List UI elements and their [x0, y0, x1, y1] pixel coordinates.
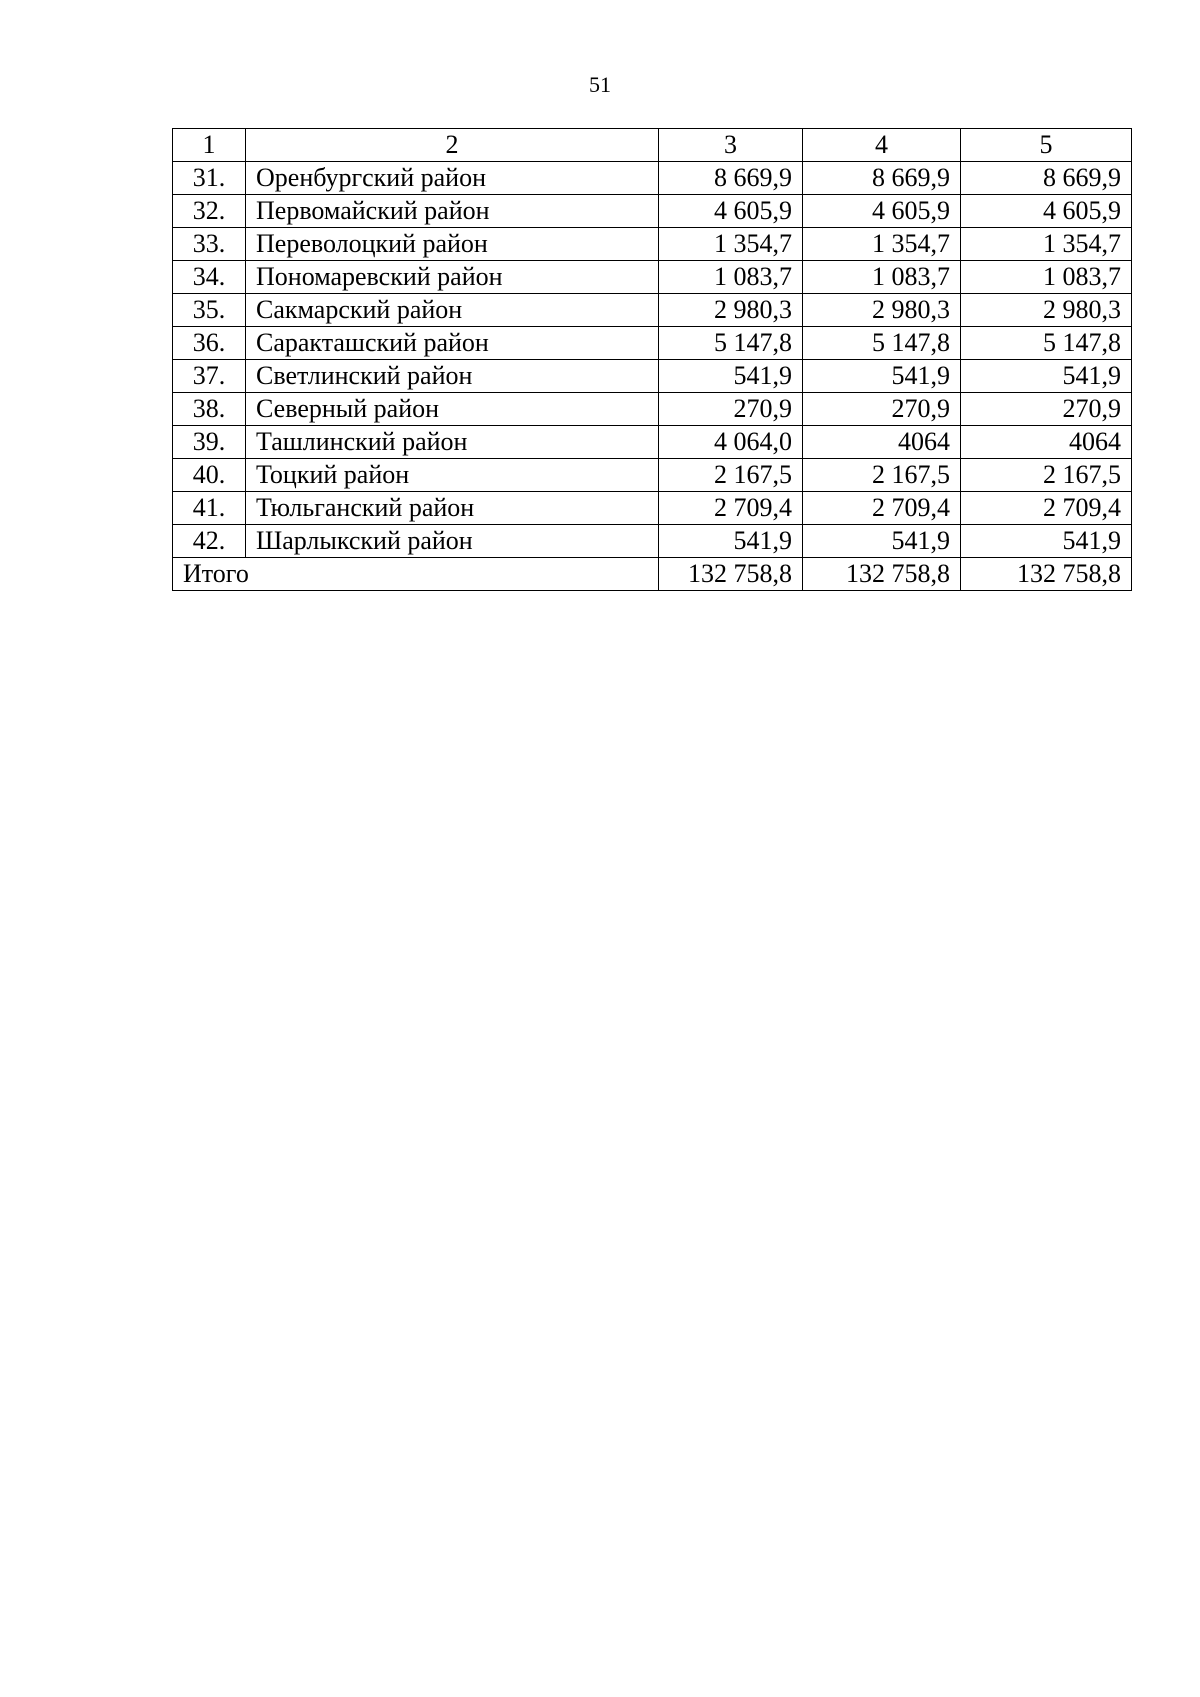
column-number-1: 1 [173, 129, 246, 162]
row-number: 35. [173, 294, 246, 327]
table-row [173, 426, 1132, 459]
value-col-4: 2 980,3 [803, 294, 961, 327]
table-row [173, 360, 1132, 393]
table-row [173, 327, 1132, 360]
table-row [173, 228, 1132, 261]
table-row [173, 492, 1132, 525]
table-row [173, 162, 1132, 195]
value-col-5: 2 167,5 [961, 459, 1132, 492]
total-value-col-5: 132 758,8 [961, 558, 1132, 591]
row-number: 32. [173, 195, 246, 228]
table-row [173, 525, 1132, 558]
value-col-5: 541,9 [961, 360, 1132, 393]
value-col-3: 2 980,3 [659, 294, 803, 327]
row-number: 37. [173, 360, 246, 393]
value-col-3: 541,9 [659, 525, 803, 558]
value-col-3: 1 083,7 [659, 261, 803, 294]
value-col-3: 1 354,7 [659, 228, 803, 261]
value-col-4: 2 709,4 [803, 492, 961, 525]
value-col-5: 4064 [961, 426, 1132, 459]
value-col-4: 8 669,9 [803, 162, 961, 195]
district-name: Первомайский район [246, 195, 659, 228]
value-col-4: 1 354,7 [803, 228, 961, 261]
value-col-3: 270,9 [659, 393, 803, 426]
row-number: 42. [173, 525, 246, 558]
total-value-col-4: 132 758,8 [803, 558, 961, 591]
district-name: Светлинский район [246, 360, 659, 393]
district-name: Шарлыкский район [246, 525, 659, 558]
value-col-4: 4064 [803, 426, 961, 459]
value-col-5: 1 083,7 [961, 261, 1132, 294]
column-number-5: 5 [961, 129, 1132, 162]
value-col-4: 541,9 [803, 360, 961, 393]
district-name: Тоцкий район [246, 459, 659, 492]
value-col-4: 5 147,8 [803, 327, 961, 360]
value-col-4: 541,9 [803, 525, 961, 558]
district-name: Ташлинский район [246, 426, 659, 459]
district-name: Северный район [246, 393, 659, 426]
data-table [172, 128, 1132, 591]
table-body [173, 129, 1132, 591]
row-number: 34. [173, 261, 246, 294]
total-label: Итого [173, 558, 659, 591]
district-name: Переволоцкий район [246, 228, 659, 261]
value-col-5: 541,9 [961, 525, 1132, 558]
value-col-3: 4 605,9 [659, 195, 803, 228]
total-row [173, 558, 1132, 591]
district-name: Тюльганский район [246, 492, 659, 525]
row-number: 39. [173, 426, 246, 459]
value-col-4: 1 083,7 [803, 261, 961, 294]
row-number: 36. [173, 327, 246, 360]
value-col-3: 8 669,9 [659, 162, 803, 195]
value-col-4: 4 605,9 [803, 195, 961, 228]
row-number: 38. [173, 393, 246, 426]
total-value-col-3: 132 758,8 [659, 558, 803, 591]
value-col-4: 270,9 [803, 393, 961, 426]
value-col-5: 2 980,3 [961, 294, 1132, 327]
table-row [173, 393, 1132, 426]
district-name: Оренбургский район [246, 162, 659, 195]
column-number-row [173, 129, 1132, 162]
value-col-5: 2 709,4 [961, 492, 1132, 525]
value-col-5: 5 147,8 [961, 327, 1132, 360]
page-number: 51 [589, 72, 611, 97]
district-name: Пономаревский район [246, 261, 659, 294]
value-col-3: 2 167,5 [659, 459, 803, 492]
district-name: Сакмарский район [246, 294, 659, 327]
value-col-5: 4 605,9 [961, 195, 1132, 228]
value-col-3: 541,9 [659, 360, 803, 393]
column-number-3: 3 [659, 129, 803, 162]
row-number: 41. [173, 492, 246, 525]
column-number-2: 2 [246, 129, 659, 162]
value-col-5: 1 354,7 [961, 228, 1132, 261]
row-number: 31. [173, 162, 246, 195]
value-col-5: 270,9 [961, 393, 1132, 426]
row-number: 33. [173, 228, 246, 261]
value-col-4: 2 167,5 [803, 459, 961, 492]
value-col-3: 4 064,0 [659, 426, 803, 459]
value-col-3: 5 147,8 [659, 327, 803, 360]
column-number-4: 4 [803, 129, 961, 162]
table-row [173, 294, 1132, 327]
row-number: 40. [173, 459, 246, 492]
value-col-3: 2 709,4 [659, 492, 803, 525]
table-row [173, 261, 1132, 294]
table-row [173, 195, 1132, 228]
district-name: Саракташский район [246, 327, 659, 360]
value-col-5: 8 669,9 [961, 162, 1132, 195]
table-row [173, 459, 1132, 492]
